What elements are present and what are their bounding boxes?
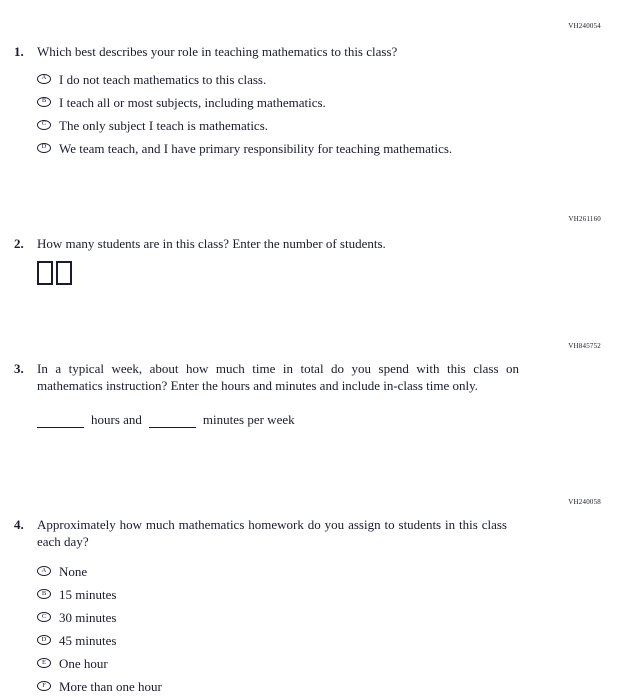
option-label: More than one hour: [59, 679, 162, 695]
bubble-letter: B: [41, 590, 47, 597]
question-3-fill-in: [37, 413, 600, 427]
question-4-option-a[interactable]: [37, 564, 600, 578]
hours-blank[interactable]: [37, 414, 84, 428]
question-4-option-e[interactable]: [37, 656, 600, 670]
answer-bubble-icon[interactable]: [37, 97, 51, 107]
question-4-option-c[interactable]: [37, 610, 600, 624]
question-2-number: 2.: [14, 236, 24, 251]
bubble-letter: B: [41, 97, 47, 105]
digit-box-tens[interactable]: [37, 261, 53, 285]
option-label: I do not teach mathematics to this class.: [59, 71, 267, 87]
question-4-text: Approximately how much mathematics homework do you assign to students in this class each day?: [37, 517, 507, 549]
digit-box-ones[interactable]: [56, 261, 72, 285]
hours-label: hours and: [91, 412, 142, 428]
question-1-options: [37, 72, 600, 155]
bubble-letter: D: [41, 143, 47, 151]
bubble-letter: A: [41, 567, 47, 574]
question-1-code: VH240054: [568, 22, 601, 30]
answer-bubble-icon[interactable]: [37, 566, 51, 576]
question-3-text: In a typical week, about how much time in total do you spend with this class on mathematics instruction? Enter the hours and minutes and include in-class time only.: [37, 361, 519, 393]
question-1-option-c[interactable]: [37, 118, 600, 132]
answer-bubble-icon[interactable]: [37, 74, 51, 84]
bubble-letter: C: [41, 120, 47, 128]
answer-bubble-icon[interactable]: [37, 612, 51, 622]
question-1: [14, 44, 600, 164]
option-label: 15 minutes: [59, 587, 117, 603]
question-4-code: VH240058: [568, 498, 601, 506]
question-3: [14, 361, 600, 428]
question-4-number: 4.: [14, 517, 24, 532]
question-3-number: 3.: [14, 361, 24, 376]
question-4-option-d[interactable]: [37, 633, 600, 647]
question-2: [14, 236, 600, 285]
answer-bubble-icon[interactable]: [37, 143, 51, 153]
answer-bubble-icon[interactable]: [37, 658, 51, 668]
bubble-letter: F: [42, 682, 46, 689]
question-2-answer-boxes: [37, 261, 600, 285]
question-3-code: VH845752: [568, 342, 601, 350]
option-label: We team teach, and I have primary responsibility for teaching mathematics.: [59, 140, 453, 156]
question-4-option-b[interactable]: [37, 587, 600, 601]
question-2-text: How many students are in this class? Enter the number of students.: [37, 236, 386, 251]
bubble-letter: E: [42, 659, 46, 666]
question-1-option-d[interactable]: [37, 141, 600, 155]
option-label: One hour: [59, 656, 108, 672]
bubble-letter: C: [41, 613, 47, 620]
minutes-label: minutes per week: [202, 412, 295, 428]
option-label: The only subject I teach is mathematics.: [59, 117, 269, 133]
question-1-option-a[interactable]: [37, 72, 600, 86]
question-1-text: Which best describes your role in teaching mathematics to this class?: [37, 44, 398, 59]
option-label: I teach all or most subjects, including mathematics.: [59, 94, 326, 110]
answer-bubble-icon[interactable]: [37, 635, 51, 645]
question-4-option-f[interactable]: [37, 679, 600, 693]
option-label: 30 minutes: [59, 610, 117, 626]
question-2-code: VH261160: [568, 215, 601, 223]
bubble-letter: A: [41, 74, 47, 82]
answer-bubble-icon[interactable]: [37, 589, 51, 599]
question-4: [14, 517, 600, 697]
question-4-options: [37, 564, 600, 693]
question-1-number: 1.: [14, 44, 24, 59]
bubble-letter: D: [41, 636, 47, 643]
question-1-option-b[interactable]: [37, 95, 600, 109]
answer-bubble-icon[interactable]: [37, 120, 51, 130]
option-label: None: [59, 564, 88, 580]
answer-bubble-icon[interactable]: [37, 681, 51, 691]
option-label: 45 minutes: [59, 633, 117, 649]
minutes-blank[interactable]: [149, 414, 196, 428]
